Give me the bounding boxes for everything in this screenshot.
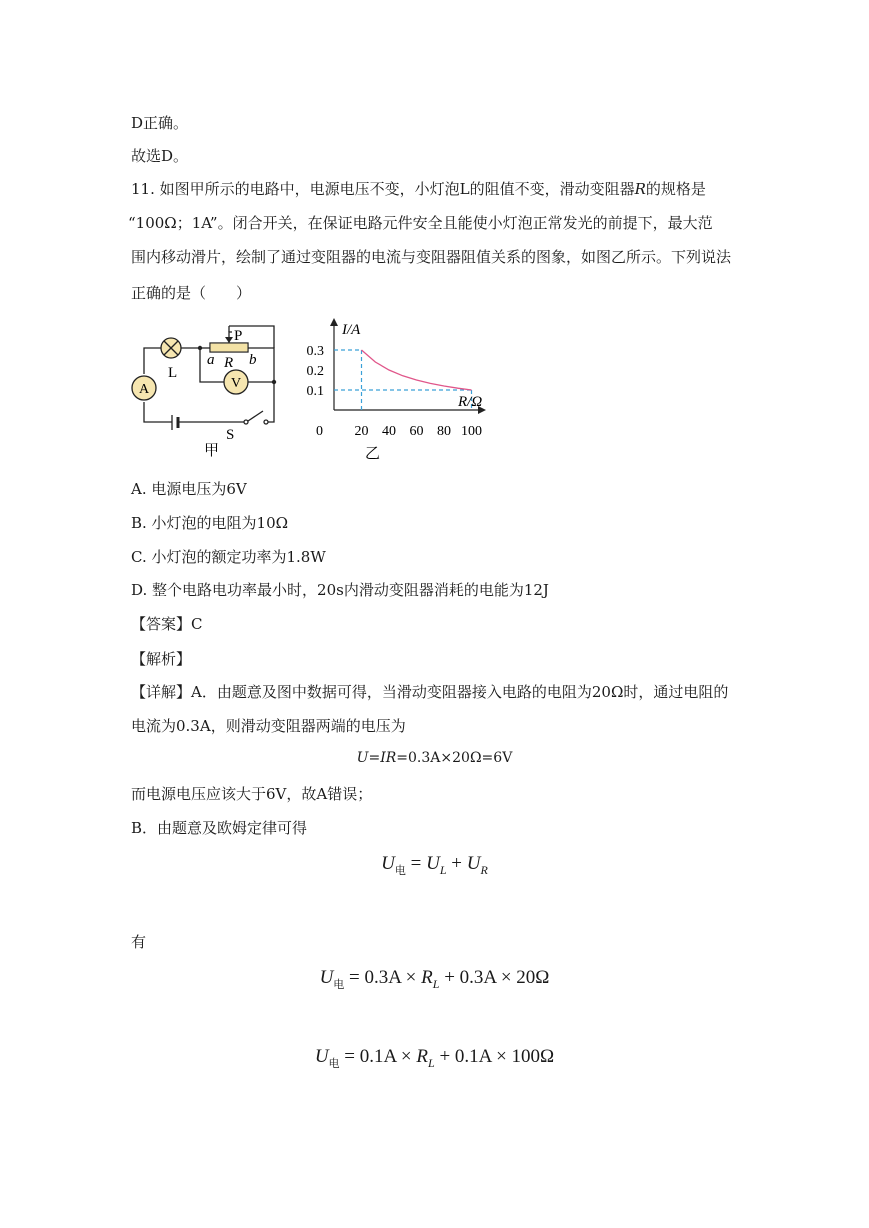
option-a: A. 电源电压为6V <box>131 480 247 498</box>
formula-symbol: U <box>466 853 481 874</box>
formula-symbol: =0.3A×20Ω=6V <box>396 750 513 766</box>
circuit-diagram <box>126 318 296 460</box>
option-b: B. 小灯泡的电阻为10Ω <box>131 514 289 532</box>
circuit-caption: 甲 <box>204 443 220 459</box>
formula-symbol: I <box>380 750 386 766</box>
formula-case-1 <box>0 967 869 992</box>
rheostat-resistor <box>211 344 248 352</box>
formula-symbol: R <box>480 863 488 877</box>
option-c: C. 小灯泡的额定功率为1.8W <box>131 548 326 566</box>
y-axis-arrow <box>330 318 338 326</box>
x-tick-label: 80 <box>437 424 451 439</box>
y-axis-label: I/A <box>342 322 361 338</box>
data-curve <box>362 350 472 390</box>
x-tick-label: 100 <box>461 424 482 439</box>
formula-symbol: = <box>405 853 427 874</box>
x-tick-label: 40 <box>382 424 396 439</box>
formula-symbol: + 0.1A × 100Ω <box>434 1046 555 1067</box>
formula-symbol: = 0.3A × <box>344 967 422 988</box>
x-tick-label: 20 <box>354 424 369 439</box>
switch-label: S <box>226 427 235 443</box>
detail-line-1 <box>131 682 728 702</box>
option-d: D. 整个电路电功率最小时，20s内滑动变阻器消耗的电能为12J <box>131 581 549 599</box>
formula-symbol: = 0.1A × <box>339 1046 417 1067</box>
formula-symbol: L <box>439 863 447 877</box>
formula-series-voltage <box>0 853 869 878</box>
slider-arrow <box>225 337 233 343</box>
junction-dot <box>198 346 202 350</box>
formula-symbol: R <box>421 967 433 988</box>
answer-line: 【答案】C <box>131 615 203 633</box>
detail-line-5: 有 <box>131 933 147 951</box>
formula-subscript <box>480 865 487 877</box>
formula-voltage-rheostat <box>0 750 869 766</box>
graph-caption: 乙 <box>365 446 381 462</box>
x-axis-label: R/Ω <box>458 394 483 410</box>
formula-subscript <box>440 865 447 877</box>
formula-symbol: + 0.3A × 20Ω <box>439 967 550 988</box>
question-11-text: 11. 如图甲所示的电路中，电源电压不变，小灯泡L的阻值不变，滑动变阻器 <box>131 180 635 198</box>
detail-tag: 【详解】 <box>131 683 192 701</box>
formula-subscript <box>428 1058 435 1070</box>
question-11-line-2: “100Ω；1A”。闭合开关，在保证电路元件安全且能使小灯泡正常发光的前提下，最大范 <box>128 214 713 232</box>
end-b-label: b <box>249 352 257 368</box>
lamp-icon <box>161 338 181 358</box>
y-tick-label: 0.1 <box>306 384 324 399</box>
analysis-title: 【解析】 <box>131 650 192 668</box>
y-tick-label: 0.2 <box>306 364 324 379</box>
formula-case-2 <box>0 1046 869 1071</box>
formula-symbol: U <box>426 853 440 874</box>
formula-symbol: + <box>446 853 467 874</box>
detail-line-4: B．由题意及欧姆定律可得 <box>131 819 308 837</box>
formula-symbol: U <box>319 967 334 988</box>
formula-symbol: U <box>314 1046 329 1067</box>
formula-subscript: 电 <box>333 979 345 991</box>
text-line-choose-d: 故选D。 <box>131 147 189 165</box>
question-11-line-3: 围内移动滑片，绘制了通过变阻器的电流与变阻器阻值关系的图象，如图乙所示。下列说法 <box>131 248 732 266</box>
voltmeter-label: V <box>230 376 242 391</box>
formula-subscript: 电 <box>394 865 406 877</box>
text-line-d-correct: D正确。 <box>131 114 189 132</box>
current-resistance-graph <box>296 314 496 462</box>
formula-symbol: = <box>368 750 381 766</box>
resistor-label: R <box>224 355 234 371</box>
question-11-line-4: 正确的是（ ） <box>131 284 252 302</box>
slider-label: P <box>234 328 243 344</box>
x-tick-label: 60 <box>409 424 424 439</box>
formula-symbol: U <box>356 750 369 766</box>
formula-symbol: L <box>432 977 440 991</box>
origin-label: 0 <box>316 424 323 439</box>
ammeter-label: A <box>138 382 150 397</box>
detail-line-3: 而电源电压应该大于6V，故A错误； <box>131 785 373 803</box>
end-a-label: a <box>207 352 215 368</box>
question-11-line-1 <box>131 179 706 199</box>
question-11-text: 的规格是 <box>645 180 706 198</box>
formula-symbol: R <box>385 750 397 766</box>
variable-r: R <box>634 180 646 198</box>
formula-subscript: 电 <box>328 1058 340 1070</box>
junction-dot <box>272 380 276 384</box>
y-tick-label: 0.3 <box>306 344 324 359</box>
lamp-label: L <box>168 365 178 381</box>
formula-symbol: R <box>416 1046 429 1067</box>
formula-symbol: U <box>381 853 395 874</box>
formula-symbol: L <box>428 1056 435 1070</box>
detail-text: A．由题意及图中数据可得，当滑动变阻器接入电路的电阻为20Ω时，通过电阻的 <box>191 683 729 701</box>
detail-line-2: 电流为0.3A，则滑动变阻器两端的电压为 <box>131 717 406 735</box>
